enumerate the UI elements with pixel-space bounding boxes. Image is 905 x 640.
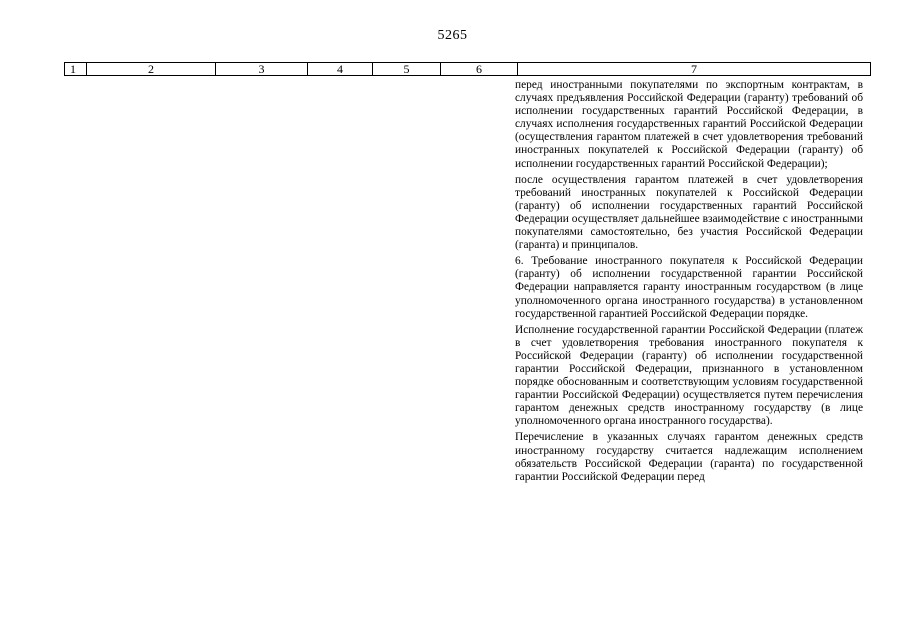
- paragraph: после осуществления гарантом платежей в счет удовлетворения требований иностранных покупателей к Российской Федерации (гаранту) об исполнении государственных гарантий Российской Федерации осуществляет дальнейшее взаимодействие с иностранными покупателями самостоятельно, без участия Российской Федерации (гаранта) и принципалов.: [515, 173, 863, 252]
- paragraph: перед иностранными покупателями по экспортным контрактам, в случаях предъявления Российской Федерации (гаранту) требований об исполнении государственных гарантий Российской Федерации, в случаях исполнения государственных гарантий Российской Федерации (осуществления гарантом платежей в счет удовлетворения требований иностранных покупателей к Российской Федерации (гаранту) об исполнении государственных гарантий Российской Федерации);: [515, 79, 863, 170]
- table-header-cell-2: 2: [87, 63, 216, 75]
- table-header-cell-1: 1: [65, 63, 87, 75]
- table-header-cell-5: 5: [373, 63, 441, 75]
- table-header-row: [64, 62, 871, 76]
- column-7-text: [515, 79, 863, 487]
- paragraph: 6. Требование иностранного покупателя к Российской Федерации (гаранту) об исполнении государственной гарантии Российской Федерации направляется гаранту иностранным государством (в лице уполномоченного органа иностранного государства) в установленном государственной гарантией Российской Федерации порядке.: [515, 255, 863, 320]
- page-number: 5265: [437, 28, 468, 43]
- table-header-cell-7: 7: [691, 63, 697, 75]
- table-header-cell-6: 6: [441, 63, 518, 75]
- table-header-cell-4: 4: [308, 63, 373, 75]
- paragraph: Перечисление в указанных случаях гарантом денежных средств иностранному государству считается надлежащим исполнением обязательств Российской Федерации (гаранта) по государственной гарантии Российской Федерации перед: [515, 431, 863, 483]
- table-header-cell-3: 3: [216, 63, 308, 75]
- paragraph: Исполнение государственной гарантии Российской Федерации (платеж в счет удовлетворения требования иностранного покупателя к Российской Федерации (гаранту) об исполнении государственной гарантии Российской Федерации, признанного в установленном порядке обоснованным и соответствующим условиям государственной гарантии Российской Федерации) осуществляется путем перечисления гарантом денежных средств иностранному государству (в лице уполномоченного органа иностранного государства).: [515, 323, 863, 428]
